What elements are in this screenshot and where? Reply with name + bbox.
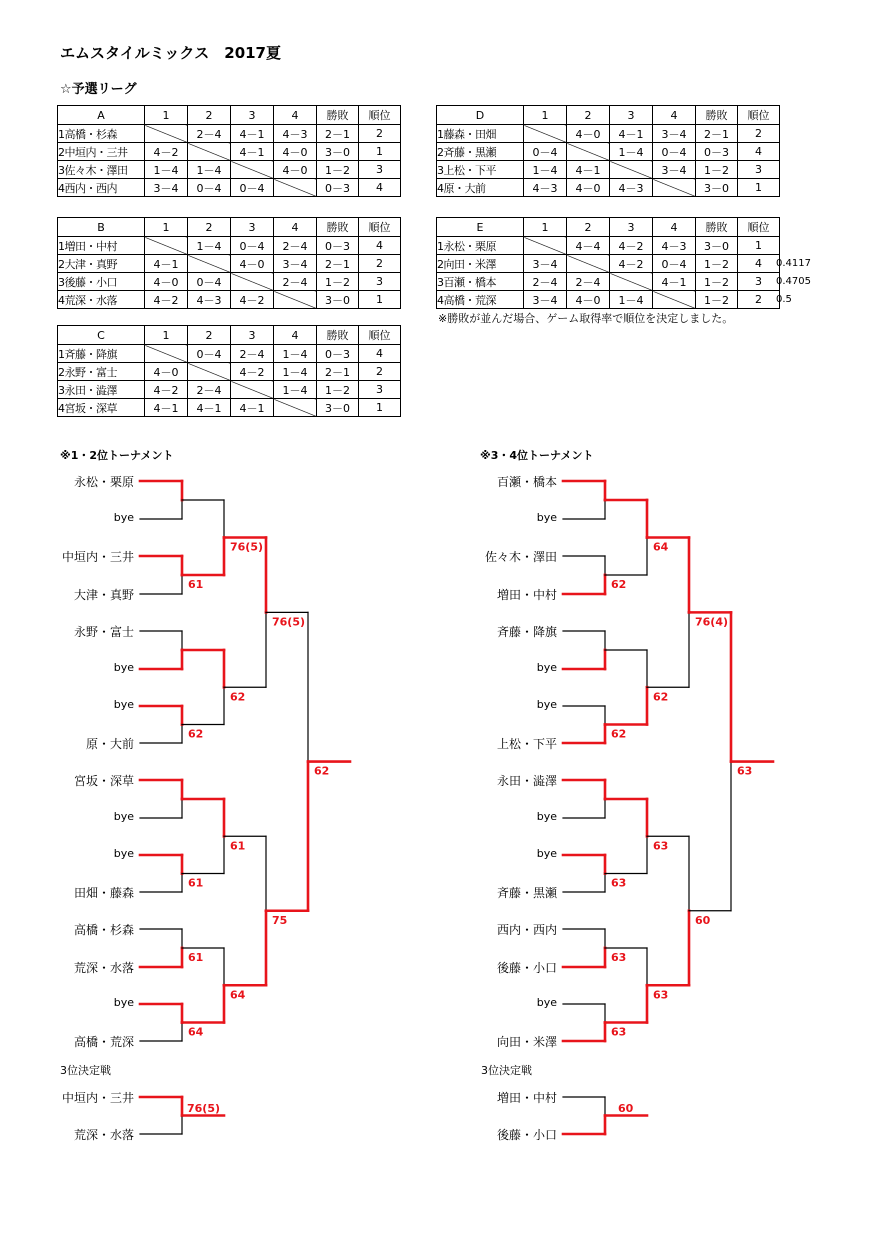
match-score: 4－0	[567, 179, 610, 197]
record: 3－0	[317, 399, 359, 417]
match-score: 4－3	[188, 291, 231, 309]
match-score: 4－1	[231, 125, 274, 143]
match-score: 2－4	[188, 125, 231, 143]
match-score: 1－4	[274, 381, 317, 399]
bye-slot: bye	[536, 996, 557, 1009]
column-header: 4	[274, 326, 317, 345]
record: 1－2	[696, 255, 738, 273]
match-score: 1－4	[610, 291, 653, 309]
bye-slot: bye	[113, 847, 134, 860]
record: 1－2	[317, 273, 359, 291]
record: 1－2	[696, 291, 738, 309]
match-score: 4－0	[567, 291, 610, 309]
rank: 4	[359, 237, 401, 255]
match-score: 4－3	[524, 179, 567, 197]
column-header: 1	[145, 106, 188, 125]
bracket1-third-label: 3位決定戦	[60, 1064, 111, 1077]
player-name: 後藤・小口	[496, 1128, 557, 1142]
column-header: 3	[231, 218, 274, 237]
match-score: 1－4	[188, 161, 231, 179]
bye-slot: bye	[113, 996, 134, 1009]
player-name: 荒深・水落	[73, 961, 134, 975]
match-score: 4－1	[567, 161, 610, 179]
match-score: 4－1	[231, 399, 274, 417]
match-score: 4－0	[145, 363, 188, 381]
match-score: 75	[272, 913, 288, 927]
column-header: 1	[524, 218, 567, 237]
bye-slot: bye	[536, 511, 557, 524]
team-name: 4荒深・水落	[58, 291, 145, 309]
match-score: 63	[611, 951, 627, 964]
player-name: 後藤・小口	[496, 961, 557, 975]
match-score: 4－2	[231, 291, 274, 309]
column-header: 勝敗	[317, 218, 359, 237]
record: 3－0	[317, 291, 359, 309]
match-score: 4－1	[610, 125, 653, 143]
bye-slot: bye	[113, 810, 134, 823]
column-header: 勝敗	[317, 106, 359, 125]
column-header: 4	[274, 106, 317, 125]
match-score: 76(5)	[187, 1102, 221, 1115]
match-score: 1－4	[188, 237, 231, 255]
rank: 2	[359, 125, 401, 143]
record: 2－1	[696, 125, 738, 143]
team-name: 2向田・米澤	[437, 255, 524, 273]
match-score: 61	[188, 876, 204, 890]
ratio-e-3: 0.4705	[776, 276, 811, 287]
group-header: A	[58, 106, 145, 125]
record: 2－1	[317, 125, 359, 143]
bye-slot: bye	[536, 698, 557, 711]
column-header: 3	[231, 106, 274, 125]
column-header: 1	[145, 218, 188, 237]
record: 3－0	[317, 143, 359, 161]
league-title: ☆予選リーグ	[60, 82, 137, 97]
team-name: 4高橋・荒深	[437, 291, 524, 309]
match-score: 4－0	[231, 255, 274, 273]
match-score: 4－1	[145, 399, 188, 417]
column-header: 順位	[738, 106, 780, 125]
rank: 4	[359, 179, 401, 197]
rank: 2	[738, 291, 780, 309]
match-score: 0－4	[188, 345, 231, 363]
match-score: 76(4)	[695, 615, 729, 629]
player-name: 増田・中村	[496, 588, 557, 602]
match-score: 4－0	[274, 161, 317, 179]
player-name: 永松・栗原	[73, 475, 134, 489]
record: 0－3	[317, 345, 359, 363]
match-score: 2－4	[231, 345, 274, 363]
group-header: C	[58, 326, 145, 345]
match-score: 0－4	[188, 179, 231, 197]
rank: 3	[738, 161, 780, 179]
team-name: 1斉藤・降旗	[58, 345, 145, 363]
match-score: 4－2	[610, 237, 653, 255]
player-name: 上松・下平	[496, 737, 557, 751]
player-name: 斉藤・降旗	[496, 625, 557, 639]
bye-slot: bye	[536, 847, 557, 860]
match-score: 4－2	[145, 291, 188, 309]
column-header: 2	[567, 106, 610, 125]
bye-slot: bye	[536, 661, 557, 674]
record: 3－0	[696, 237, 738, 255]
rank: 4	[359, 345, 401, 363]
player-name: 高橋・杉森	[73, 923, 134, 937]
column-header: 2	[567, 218, 610, 237]
match-score: 4－0	[567, 125, 610, 143]
match-score: 1－4	[524, 161, 567, 179]
column-header: 順位	[359, 326, 401, 345]
team-name: 3百瀬・橋本	[437, 273, 524, 291]
match-score: 4－2	[145, 143, 188, 161]
record: 1－2	[696, 161, 738, 179]
match-score: 64	[230, 988, 246, 1002]
match-score: 62	[653, 690, 669, 704]
match-score: 3－4	[524, 255, 567, 273]
group-header: D	[437, 106, 524, 125]
match-score: 4－3	[653, 237, 696, 255]
player-name: 百瀬・橋本	[496, 475, 557, 489]
match-score: 4－3	[610, 179, 653, 197]
record: 1－2	[317, 381, 359, 399]
column-header: 4	[653, 218, 696, 237]
column-header: 4	[653, 106, 696, 125]
player-name: 中垣内・三井	[61, 550, 134, 564]
column-header: 3	[231, 326, 274, 345]
record: 0－3	[317, 179, 359, 197]
match-score: 63	[653, 839, 669, 853]
column-header: 1	[524, 106, 567, 125]
match-score: 0－4	[524, 143, 567, 161]
match-score: 4－0	[145, 273, 188, 291]
column-header: 順位	[359, 218, 401, 237]
match-score: 4－1	[231, 143, 274, 161]
ratio-e-4: 0.5	[776, 294, 792, 305]
rank: 4	[738, 255, 780, 273]
match-score: 62	[188, 727, 204, 741]
team-name: 3永田・澁澤	[58, 381, 145, 399]
record: 1－2	[696, 273, 738, 291]
bracket2-third-label: 3位決定戦	[481, 1064, 532, 1077]
team-name: 2中垣内・三井	[58, 143, 145, 161]
column-header: 3	[610, 106, 653, 125]
column-header: 3	[610, 218, 653, 237]
match-score: 0－4	[653, 255, 696, 273]
match-score: 61	[188, 578, 204, 591]
rank: 1	[738, 179, 780, 197]
rank: 3	[359, 273, 401, 291]
match-score: 3－4	[524, 291, 567, 309]
rank: 3	[359, 381, 401, 399]
team-name: 3佐々木・澤田	[58, 161, 145, 179]
match-score: 3－4	[145, 179, 188, 197]
column-header: 順位	[738, 218, 780, 237]
bye-slot: bye	[536, 810, 557, 823]
match-score: 4－2	[610, 255, 653, 273]
player-name: 高橋・荒深	[73, 1035, 134, 1049]
team-name: 4原・大前	[437, 179, 524, 197]
column-header: 勝敗	[317, 326, 359, 345]
match-score: 1－4	[145, 161, 188, 179]
match-score: 63	[611, 876, 627, 890]
rank: 2	[359, 255, 401, 273]
team-name: 4宮坂・深草	[58, 399, 145, 417]
rank: 3	[738, 273, 780, 291]
player-name: 向田・米澤	[496, 1035, 557, 1049]
match-score: 2－4	[524, 273, 567, 291]
match-score: 63	[611, 1025, 627, 1039]
column-header: 2	[188, 106, 231, 125]
match-score: 61	[230, 839, 246, 853]
match-score: 0－4	[188, 273, 231, 291]
team-name: 1増田・中村	[58, 237, 145, 255]
match-score: 2－4	[188, 381, 231, 399]
match-score: 4－4	[567, 237, 610, 255]
match-score: 0－4	[231, 179, 274, 197]
team-name: 2永野・富士	[58, 363, 145, 381]
rank: 1	[359, 143, 401, 161]
player-name: 西内・西内	[496, 923, 557, 937]
rank: 1	[738, 237, 780, 255]
match-score: 1－4	[274, 363, 317, 381]
match-score: 4－1	[188, 399, 231, 417]
team-name: 3上松・下平	[437, 161, 524, 179]
bye-slot: bye	[113, 698, 134, 711]
rank: 3	[359, 161, 401, 179]
match-score: 63	[737, 764, 753, 778]
record: 2－1	[317, 255, 359, 273]
match-score: 4－2	[231, 363, 274, 381]
rank: 2	[359, 363, 401, 381]
column-header: 2	[188, 326, 231, 345]
rank: 4	[738, 143, 780, 161]
match-score: 4－1	[145, 255, 188, 273]
column-header: 順位	[359, 106, 401, 125]
match-score: 0－4	[653, 143, 696, 161]
match-score: 0－4	[231, 237, 274, 255]
ratio-e-2: 0.4117	[776, 258, 811, 269]
match-score: 4－2	[145, 381, 188, 399]
match-score: 76(5)	[272, 615, 306, 629]
player-name: 田畑・藤森	[73, 886, 134, 900]
record: 3－0	[696, 179, 738, 197]
match-score: 62	[230, 690, 246, 704]
bye-slot: bye	[113, 661, 134, 674]
match-score: 2－4	[567, 273, 610, 291]
match-score: 4－3	[274, 125, 317, 143]
match-score: 3－4	[274, 255, 317, 273]
match-score: 60	[618, 1102, 634, 1115]
player-name: 佐々木・澤田	[484, 550, 557, 564]
match-score: 1－4	[610, 143, 653, 161]
match-score: 64	[653, 540, 669, 554]
match-score: 3－4	[653, 125, 696, 143]
page-title: エムスタイルミックス 2017夏	[60, 44, 281, 62]
bracket1-title: ※1・2位トーナメント	[60, 449, 174, 462]
tiebreak-note: ※勝敗が並んだ場合、ゲーム取得率で順位を決定しました。	[438, 312, 734, 325]
record: 0－3	[696, 143, 738, 161]
rank: 2	[738, 125, 780, 143]
player-name: 荒深・水落	[73, 1128, 134, 1142]
team-name: 1永松・栗原	[437, 237, 524, 255]
match-score: 61	[188, 951, 204, 964]
player-name: 永田・澁澤	[496, 774, 557, 788]
match-score: 62	[611, 727, 627, 741]
player-name: 斉藤・黒瀬	[496, 886, 557, 900]
record: 0－3	[317, 237, 359, 255]
rank: 1	[359, 291, 401, 309]
record: 1－2	[317, 161, 359, 179]
player-name: 大津・真野	[73, 588, 134, 602]
match-score: 62	[314, 764, 330, 778]
rank: 1	[359, 399, 401, 417]
match-score: 2－4	[274, 273, 317, 291]
match-score: 60	[695, 913, 711, 927]
match-score: 76(5)	[230, 540, 264, 554]
column-header: 2	[188, 218, 231, 237]
match-score: 4－1	[653, 273, 696, 291]
player-name: 永野・富士	[73, 625, 134, 639]
player-name: 中垣内・三井	[61, 1091, 134, 1105]
match-score: 63	[653, 988, 669, 1002]
match-score: 3－4	[653, 161, 696, 179]
match-score: 4－0	[274, 143, 317, 161]
group-header: E	[437, 218, 524, 237]
team-name: 1高橋・杉森	[58, 125, 145, 143]
player-name: 原・大前	[85, 737, 134, 751]
column-header: 1	[145, 326, 188, 345]
player-name: 宮坂・深草	[73, 774, 134, 788]
team-name: 2斉藤・黒瀬	[437, 143, 524, 161]
match-score: 1－4	[274, 345, 317, 363]
match-score: 64	[188, 1025, 204, 1039]
team-name: 3後藤・小口	[58, 273, 145, 291]
column-header: 4	[274, 218, 317, 237]
column-header: 勝敗	[696, 106, 738, 125]
group-header: B	[58, 218, 145, 237]
bracket2-title: ※3・4位トーナメント	[480, 449, 594, 462]
player-name: 増田・中村	[496, 1091, 557, 1105]
team-name: 1藤森・田畑	[437, 125, 524, 143]
match-score: 62	[611, 578, 627, 591]
match-score: 2－4	[274, 237, 317, 255]
team-name: 4西内・西内	[58, 179, 145, 197]
column-header: 勝敗	[696, 218, 738, 237]
record: 2－1	[317, 363, 359, 381]
team-name: 2大津・真野	[58, 255, 145, 273]
bye-slot: bye	[113, 511, 134, 524]
